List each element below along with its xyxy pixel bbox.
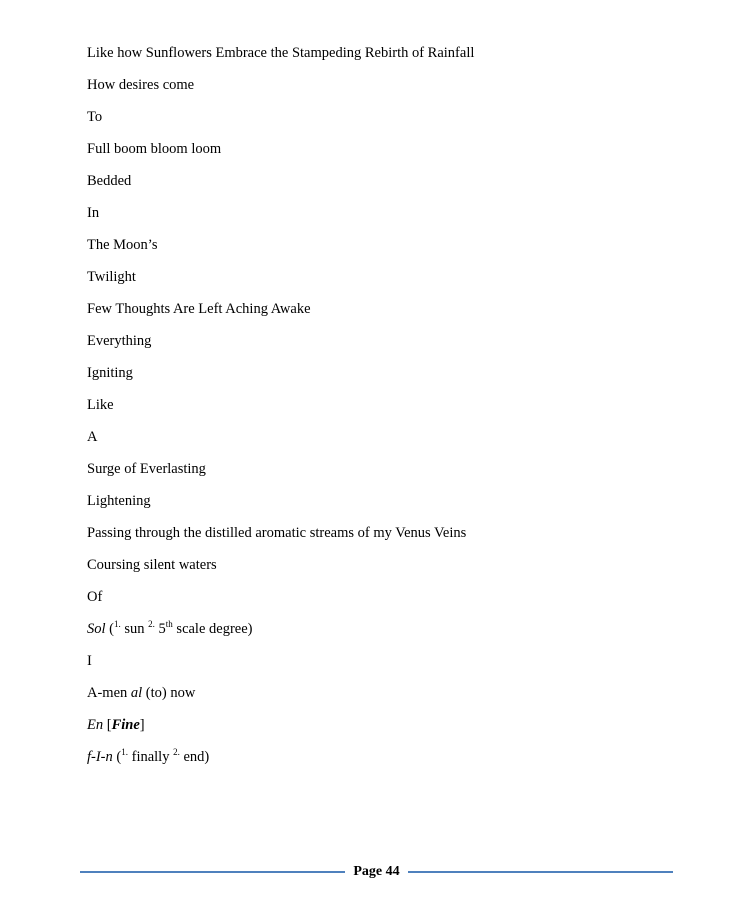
- sol-open: (: [105, 621, 114, 637]
- poem-line: Coursing silent waters: [87, 557, 217, 573]
- sol-word: Sol: [87, 621, 106, 637]
- poem-line: Igniting: [87, 365, 133, 381]
- poem-line: Everything: [87, 333, 152, 349]
- poem-line: Of: [87, 589, 103, 605]
- poem-line: The Moon’s: [87, 237, 158, 253]
- en-open: [: [103, 717, 112, 733]
- poem-line-amen: [87, 683, 474, 715]
- poem-line: In: [87, 205, 100, 221]
- footer-rule-right: [408, 871, 673, 873]
- footnote-mark-1: 1.: [121, 747, 128, 757]
- poem-line-sol: [87, 619, 474, 651]
- poem-line-fin: [87, 747, 474, 779]
- poem-line: Bedded: [87, 173, 132, 189]
- fin-gloss-2: end): [179, 749, 210, 765]
- poem-line: Like: [87, 397, 114, 413]
- poem-line: Passing through the distilled aromatic streams of my Venus Veins: [87, 525, 467, 541]
- poem-body: [87, 43, 474, 779]
- poem-line: Full boom bloom loom: [87, 141, 222, 157]
- fin-open: (: [112, 749, 122, 765]
- footnote-mark-1: 1.: [114, 619, 121, 629]
- page-footer: [80, 862, 673, 882]
- page-number: Page 44: [353, 864, 400, 879]
- sol-gloss-3: scale degree): [172, 621, 253, 637]
- amen-italic: al: [130, 685, 143, 701]
- poem-line: Lightening: [87, 493, 151, 509]
- fin-gloss-1: finally: [127, 749, 174, 765]
- fine-bold-italic: Fine: [111, 717, 140, 733]
- amen-part-1: A-men: [87, 685, 131, 701]
- poem-line: A: [87, 429, 98, 445]
- footnote-mark-2: 2.: [148, 619, 155, 629]
- poem-line: How desires come: [87, 77, 195, 93]
- footnote-mark-2: 2.: [173, 747, 180, 757]
- ordinal-suffix: th: [165, 619, 173, 629]
- poem-line: Twilight: [87, 269, 136, 285]
- footer-rule-left: [80, 871, 345, 873]
- en-close: ]: [139, 717, 145, 733]
- fin-italic: f-I-n: [87, 749, 113, 765]
- sol-gloss-2: 5: [154, 621, 166, 637]
- poem-line-en: [87, 715, 474, 747]
- poem-line: Surge of Everlasting: [87, 461, 206, 477]
- en-italic: En: [87, 717, 104, 733]
- poem-line: I: [87, 653, 92, 669]
- amen-part-2: (to) now: [142, 685, 196, 701]
- sol-gloss-1: sun: [120, 621, 149, 637]
- poem-line: To: [87, 109, 103, 125]
- poem-line: Like how Sunflowers Embrace the Stampeding Rebirth of Rainfall: [87, 45, 475, 61]
- poem-line: Few Thoughts Are Left Aching Awake: [87, 301, 311, 317]
